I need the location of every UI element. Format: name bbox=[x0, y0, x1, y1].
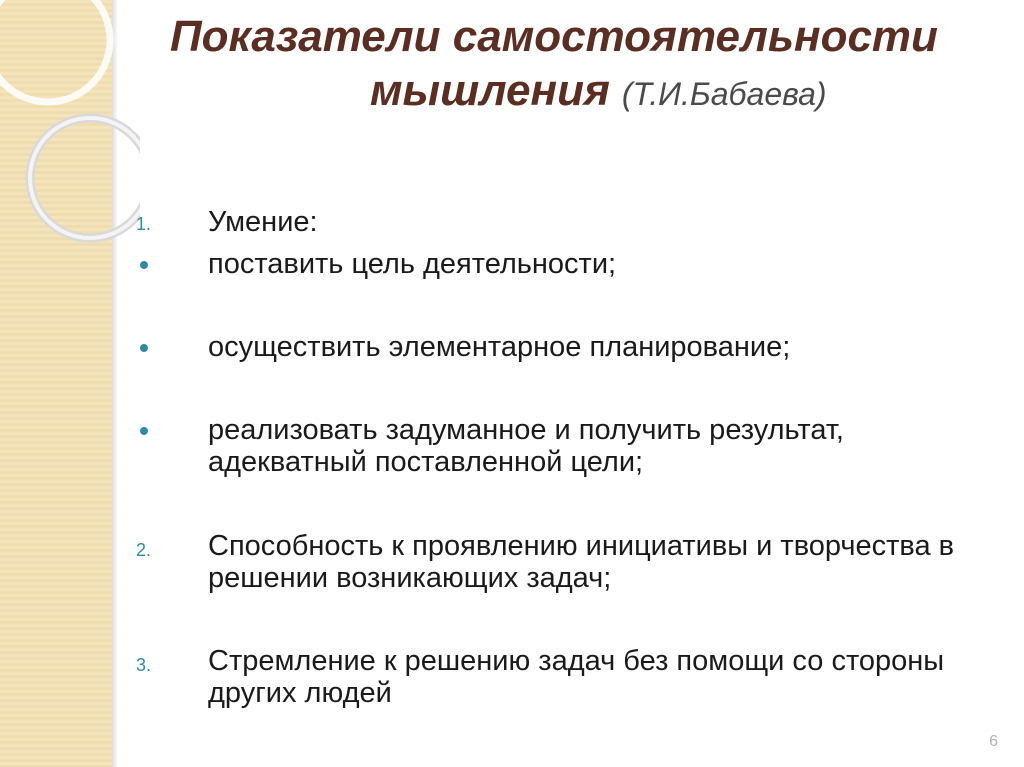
page-number: 6 bbox=[989, 733, 998, 750]
title-word: мышления bbox=[370, 66, 610, 115]
title-line-1: Показатели самостоятельности bbox=[170, 12, 938, 61]
list-item-text: Стремление к решению задач без помощи со стороны других людей bbox=[208, 645, 945, 709]
list-item-text: Умение: bbox=[208, 206, 318, 238]
list-number: 3. bbox=[136, 655, 152, 675]
bullet-icon bbox=[140, 344, 148, 352]
list-item-text: реализовать задуманное и получить результат, адекватный поставленной цели; bbox=[208, 414, 844, 478]
title-line-2 bbox=[170, 64, 1000, 121]
title-author: (Т.И.Бабаева) bbox=[621, 76, 827, 112]
list-item-text: Способность к проявлению инициативы и творчества в решении возникающих задач; bbox=[208, 530, 955, 594]
bullet-icon bbox=[140, 261, 148, 269]
list-item-text: поставить цель деятельности; bbox=[208, 248, 617, 280]
list-number: 2. bbox=[136, 540, 152, 560]
slide-title bbox=[170, 10, 1000, 121]
list-number: 1. bbox=[136, 214, 152, 234]
ring-bottom-highlight bbox=[30, 118, 140, 238]
ring-top bbox=[0, 0, 110, 102]
bullet-icon bbox=[140, 427, 148, 435]
list-item-text: осуществить элементарное планирование; bbox=[208, 331, 791, 363]
decorative-rings bbox=[0, 0, 140, 260]
